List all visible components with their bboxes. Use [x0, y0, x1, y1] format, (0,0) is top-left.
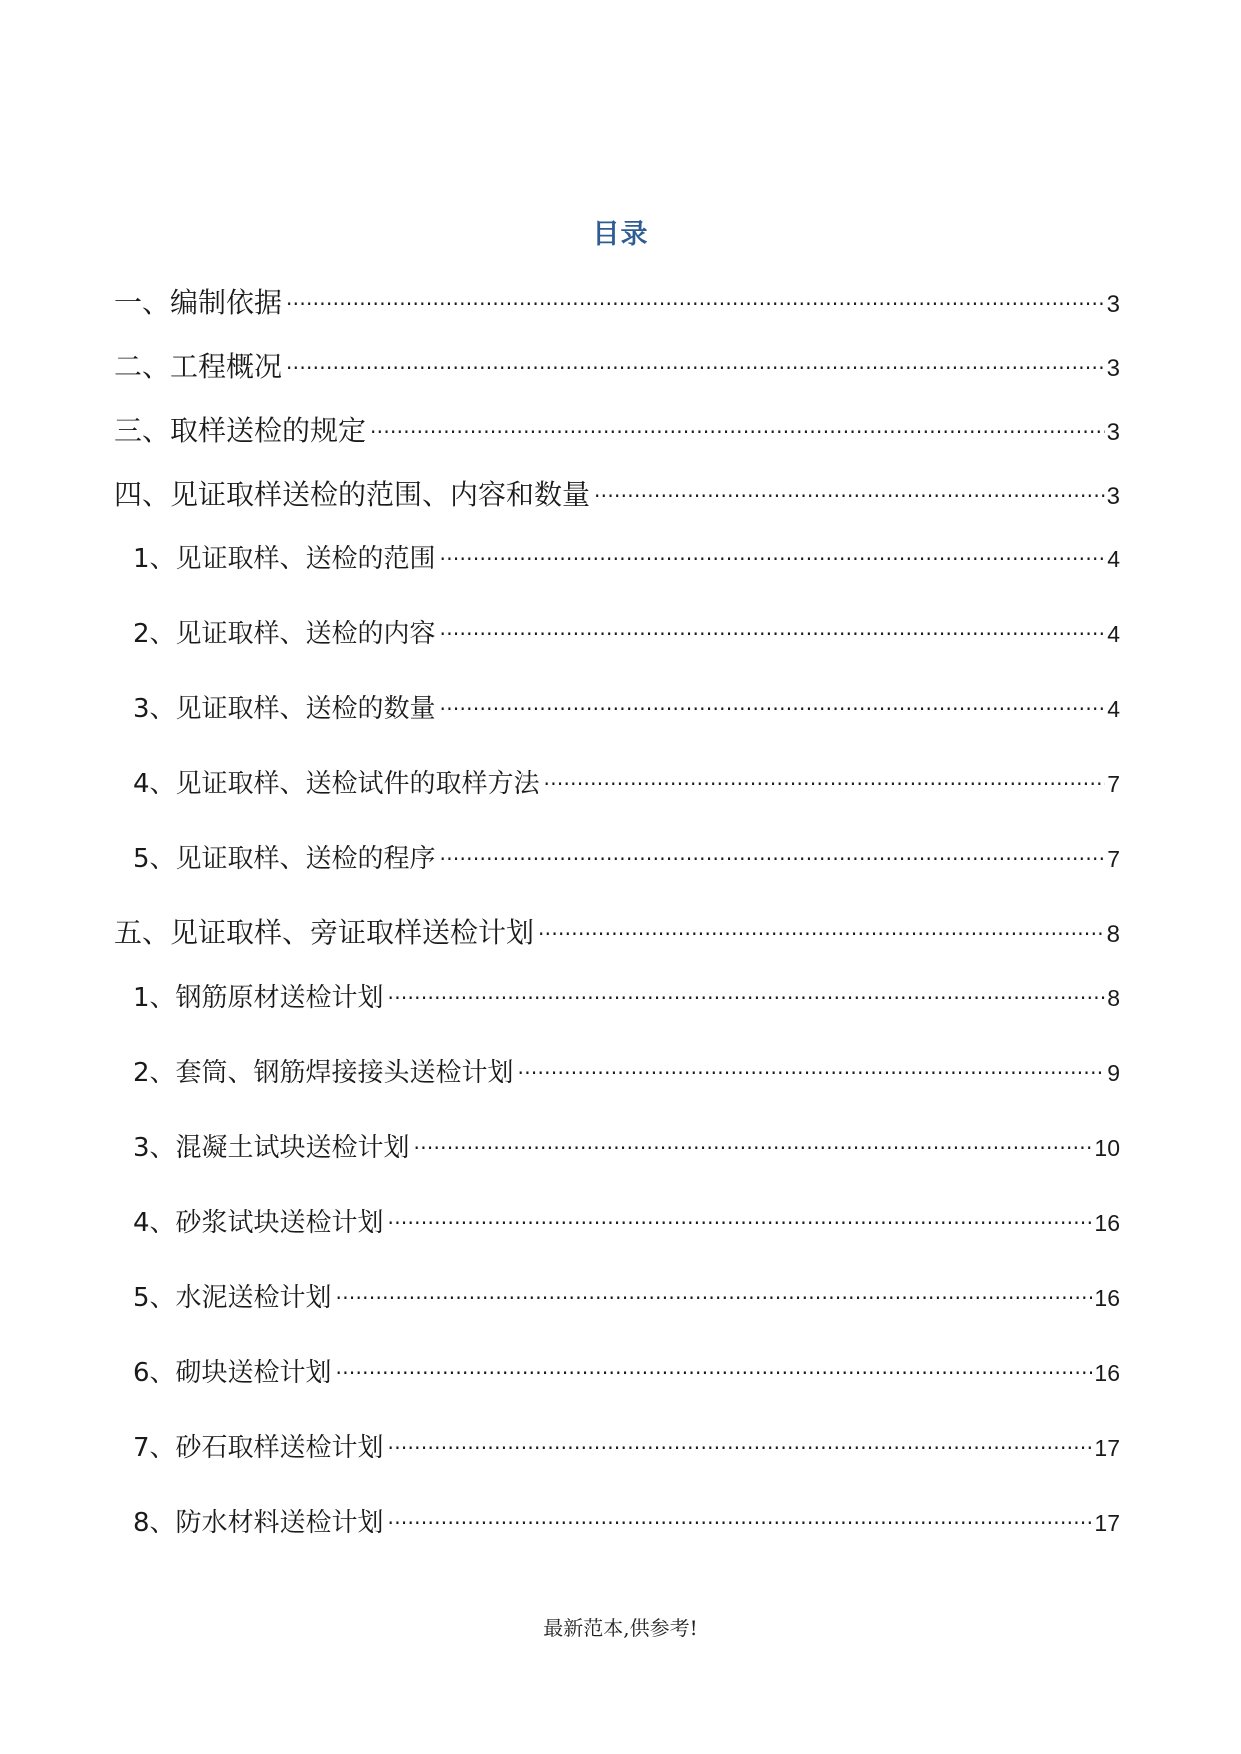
dot-leader [518, 1051, 1106, 1081]
toc-page-number: 9 [1107, 1059, 1120, 1086]
toc-page-number: 4 [1107, 545, 1120, 572]
toc-entry-subsection-4-5[interactable] [133, 837, 1120, 875]
toc-page-number: 10 [1094, 1134, 1120, 1161]
toc-entry-section-5[interactable] [114, 910, 1120, 951]
toc-page-number: 8 [1107, 984, 1120, 1011]
dot-leader [370, 408, 1105, 440]
dot-leader [286, 280, 1105, 312]
dot-leader [286, 344, 1105, 376]
dot-leader [388, 1201, 1093, 1231]
dot-leader [388, 976, 1106, 1006]
toc-page-number: 16 [1094, 1209, 1120, 1236]
toc-entry-label: 1、钢筋原材送检计划 [133, 982, 384, 1013]
dot-leader [440, 612, 1106, 642]
toc-entry-subsection-5-2[interactable] [133, 1051, 1120, 1089]
page-title: 目录 [592, 219, 649, 250]
dot-leader [336, 1276, 1093, 1306]
toc-entry-label: 3、见证取样、送检的数量 [133, 693, 436, 724]
toc-page-number: 3 [1106, 483, 1120, 511]
toc-page-number: 7 [1107, 845, 1120, 872]
toc-entry-label: 四、见证取样送检的范围、内容和数量 [114, 478, 591, 512]
toc-page-number: 4 [1107, 695, 1120, 722]
toc-page-number: 4 [1107, 620, 1120, 647]
dot-leader [388, 1501, 1093, 1531]
toc-entry-section-2[interactable] [114, 344, 1120, 385]
dot-leader [440, 537, 1106, 567]
dot-leader [594, 472, 1105, 504]
toc-entry-subsection-4-1[interactable] [133, 537, 1120, 575]
toc-entry-subsection-5-8[interactable] [133, 1501, 1120, 1539]
toc-entry-subsection-5-5[interactable] [133, 1276, 1120, 1314]
toc-entry-label: 5、水泥送检计划 [133, 1282, 332, 1313]
toc-entry-subsection-5-6[interactable] [133, 1351, 1120, 1389]
toc-page-number: 3 [1106, 355, 1120, 383]
toc-page-number: 17 [1094, 1509, 1120, 1536]
toc-entry-section-4[interactable] [114, 472, 1120, 513]
toc-entry-subsection-4-2[interactable] [133, 612, 1120, 650]
dot-leader [538, 910, 1105, 942]
dot-leader [414, 1126, 1093, 1156]
toc-entry-label: 3、混凝土试块送检计划 [133, 1132, 410, 1163]
toc-entry-label: 7、砂石取样送检计划 [133, 1432, 384, 1463]
toc-page-number: 17 [1094, 1434, 1120, 1461]
dot-leader [440, 837, 1106, 867]
toc-entry-label: 6、砌块送检计划 [133, 1357, 332, 1388]
dot-leader [336, 1351, 1093, 1381]
toc-page-number: 7 [1107, 770, 1120, 797]
toc-entry-section-1[interactable] [114, 280, 1120, 321]
toc-entry-label: 一、编制依据 [114, 286, 283, 320]
toc-page-number: 8 [1106, 921, 1120, 949]
footer-note: 最新范本,供参考! [543, 1616, 698, 1640]
toc-entry-subsection-5-4[interactable] [133, 1201, 1120, 1239]
toc-entry-label: 2、见证取样、送检的内容 [133, 618, 436, 649]
dot-leader [440, 687, 1106, 717]
toc-page-number: 16 [1094, 1359, 1120, 1386]
toc-entry-subsection-5-3[interactable] [133, 1126, 1120, 1164]
toc-entry-subsection-4-4[interactable] [133, 762, 1120, 800]
toc-entry-label: 五、见证取样、旁证取样送检计划 [114, 916, 535, 950]
toc-page-number: 16 [1094, 1284, 1120, 1311]
dot-leader [388, 1426, 1093, 1456]
dot-leader [544, 762, 1106, 792]
toc-page-number: 3 [1106, 291, 1120, 319]
toc-entry-label: 8、防水材料送检计划 [133, 1507, 384, 1538]
toc-entry-label: 5、见证取样、送检的程序 [133, 843, 436, 874]
toc-entry-label: 2、套筒、钢筋焊接接头送检计划 [133, 1057, 514, 1088]
toc-entry-label: 三、取样送检的规定 [114, 414, 367, 448]
toc-entry-label: 1、见证取样、送检的范围 [133, 543, 436, 574]
toc-entry-label: 4、见证取样、送检试件的取样方法 [133, 768, 540, 799]
toc-page-number: 3 [1106, 419, 1120, 447]
toc-entry-label: 二、工程概况 [114, 350, 283, 384]
toc-entry-label: 4、砂浆试块送检计划 [133, 1207, 384, 1238]
toc-entry-subsection-5-1[interactable] [133, 976, 1120, 1014]
toc-entry-subsection-5-7[interactable] [133, 1426, 1120, 1464]
toc-entry-section-3[interactable] [114, 408, 1120, 449]
toc-entry-subsection-4-3[interactable] [133, 687, 1120, 725]
